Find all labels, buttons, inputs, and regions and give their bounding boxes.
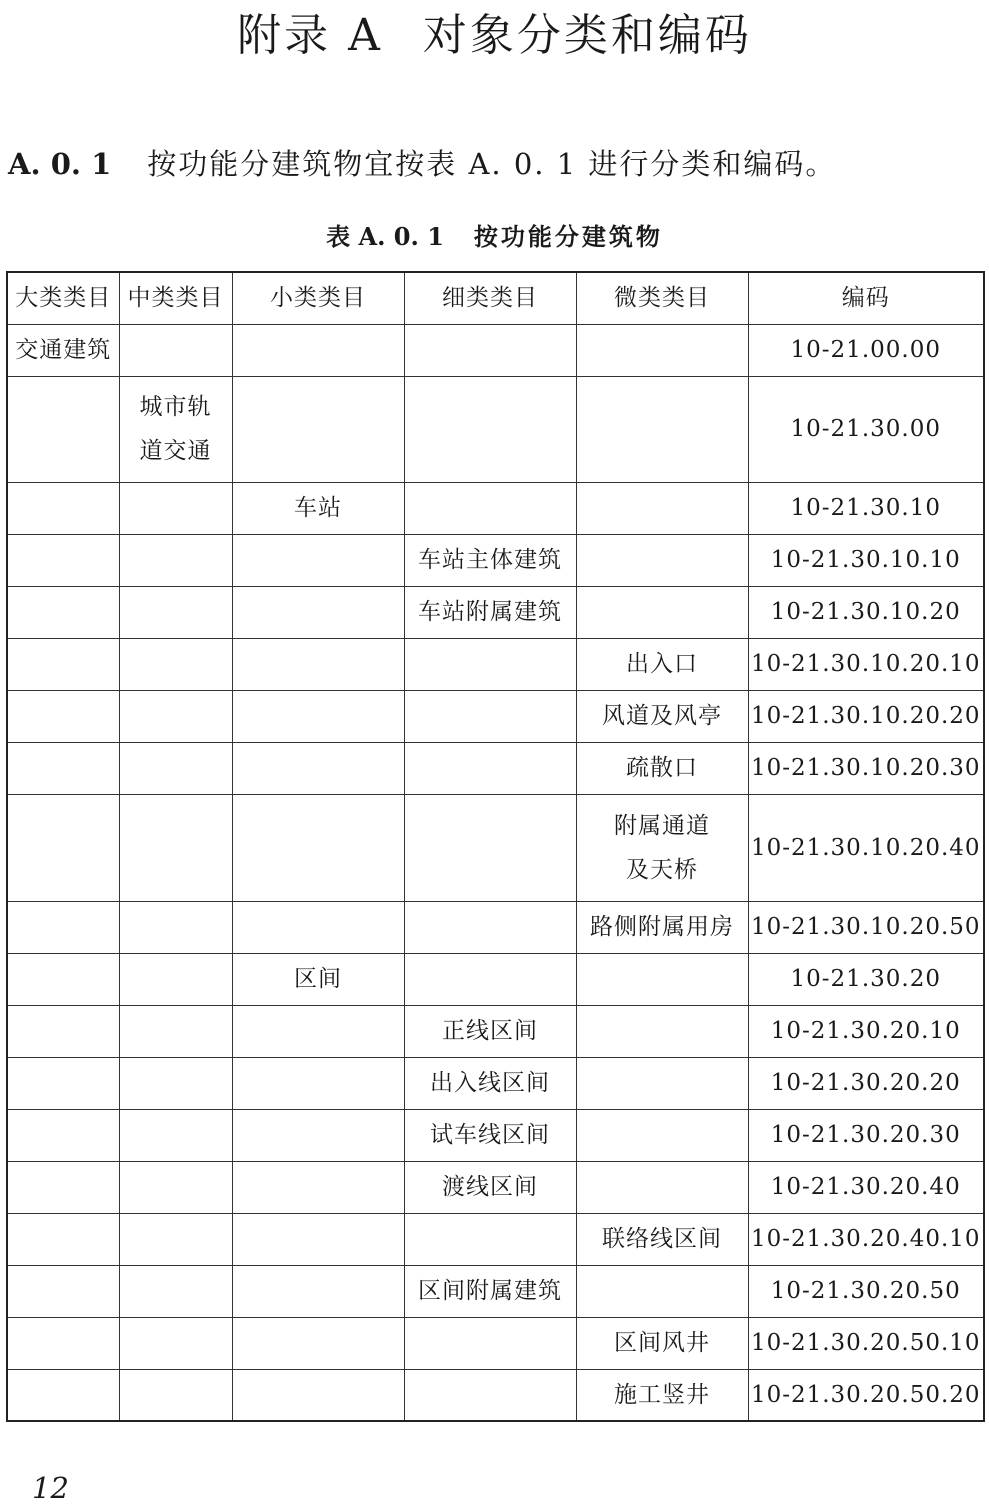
medium-cell: [119, 376, 232, 482]
medium-cell: [119, 1369, 232, 1421]
micro-cell: [576, 586, 748, 638]
detail-cell: [404, 1213, 576, 1265]
minor-cell: [232, 1265, 404, 1317]
medium-cell: [119, 1109, 232, 1161]
micro-cell: 疏散口: [576, 742, 748, 794]
table-row: [7, 1317, 984, 1369]
clause-text: 按功能分建筑物宜按表 A. 0. 1 进行分类和编码。: [147, 147, 837, 181]
micro-cell: [576, 1005, 748, 1057]
micro-cell: [576, 324, 748, 376]
code-cell: 10-21.30.20.40: [748, 1161, 984, 1213]
appendix-heading: 对象分类和编码: [422, 10, 752, 61]
code-cell: 10-21.30.00: [748, 376, 984, 482]
header-code: 编码: [748, 272, 984, 324]
code-cell: 10-21.30.10.20.20: [748, 690, 984, 742]
micro-cell: 路侧附属用房: [576, 901, 748, 953]
minor-cell: [232, 901, 404, 953]
header-medium: 中类类目: [119, 272, 232, 324]
table-row: [7, 1213, 984, 1265]
detail-cell: 出入线区间: [404, 1057, 576, 1109]
classification-table: [6, 271, 985, 1422]
detail-cell: [404, 324, 576, 376]
clause-number: A. 0. 1: [8, 147, 112, 181]
major-cell: [7, 534, 119, 586]
table-row: [7, 1109, 984, 1161]
micro-cell: [576, 1161, 748, 1213]
table-row: [7, 1161, 984, 1213]
medium-cell: [119, 794, 232, 901]
medium-cell: [119, 742, 232, 794]
medium-cell: [119, 901, 232, 953]
micro-cell: [576, 1057, 748, 1109]
medium-cell: [119, 1057, 232, 1109]
medium-cell: [119, 638, 232, 690]
code-cell: 10-21.30.10.20.30: [748, 742, 984, 794]
minor-cell: [232, 1005, 404, 1057]
major-cell: [7, 901, 119, 953]
micro-cell-text: 附属通道及天桥: [614, 812, 710, 883]
major-cell: [7, 1161, 119, 1213]
micro-cell: 区间风井: [576, 1317, 748, 1369]
detail-cell: [404, 794, 576, 901]
medium-cell: [119, 1213, 232, 1265]
detail-cell: 渡线区间: [404, 1161, 576, 1213]
code-cell: 10-21.30.20.50: [748, 1265, 984, 1317]
appendix-title: [0, 6, 989, 66]
table-row: [7, 1369, 984, 1421]
minor-cell: [232, 742, 404, 794]
medium-cell: [119, 324, 232, 376]
code-cell: 10-21.30.10.20: [748, 586, 984, 638]
table-row: [7, 638, 984, 690]
detail-cell: 区间附属建筑: [404, 1265, 576, 1317]
table-row: [7, 1265, 984, 1317]
detail-cell: 正线区间: [404, 1005, 576, 1057]
table-header-row: [7, 272, 984, 324]
table-row: [7, 1005, 984, 1057]
table-row: [7, 1057, 984, 1109]
detail-cell: 车站附属建筑: [404, 586, 576, 638]
header-micro: 微类类目: [576, 272, 748, 324]
table-row: [7, 534, 984, 586]
table-caption-number: 表 A. 0. 1: [326, 222, 444, 251]
micro-cell: [576, 953, 748, 1005]
detail-cell: [404, 376, 576, 482]
micro-cell: [576, 1265, 748, 1317]
code-cell: 10-21.30.20.30: [748, 1109, 984, 1161]
detail-cell: [404, 638, 576, 690]
minor-cell: [232, 794, 404, 901]
micro-cell: 风道及风亭: [576, 690, 748, 742]
code-cell: 10-21.00.00: [748, 324, 984, 376]
detail-cell: [404, 1369, 576, 1421]
major-cell: [7, 638, 119, 690]
major-cell: [7, 482, 119, 534]
code-cell: 10-21.30.10.20.10: [748, 638, 984, 690]
table-row: [7, 586, 984, 638]
clause-paragraph: [8, 142, 836, 186]
major-cell: [7, 1369, 119, 1421]
minor-cell: [232, 690, 404, 742]
micro-cell: [576, 534, 748, 586]
minor-cell: [232, 1057, 404, 1109]
minor-cell: [232, 1161, 404, 1213]
medium-cell-text: 城市轨道交通: [139, 394, 212, 464]
code-cell: 10-21.30.10.10: [748, 534, 984, 586]
major-cell: [7, 1213, 119, 1265]
medium-cell: [119, 482, 232, 534]
page-number: 12: [32, 1471, 69, 1505]
major-cell: [7, 1317, 119, 1369]
major-cell: [7, 586, 119, 638]
micro-cell: [576, 482, 748, 534]
detail-cell: [404, 742, 576, 794]
minor-cell: [232, 534, 404, 586]
table-row: [7, 324, 984, 376]
table-row: [7, 376, 984, 482]
table-row: [7, 742, 984, 794]
medium-cell: [119, 953, 232, 1005]
major-cell: [7, 376, 119, 482]
table-row: [7, 901, 984, 953]
detail-cell: [404, 953, 576, 1005]
medium-cell: [119, 1317, 232, 1369]
code-cell: 10-21.30.20: [748, 953, 984, 1005]
medium-cell: [119, 1161, 232, 1213]
code-cell: 10-21.30.20.10: [748, 1005, 984, 1057]
major-cell: [7, 742, 119, 794]
code-cell: 10-21.30.10: [748, 482, 984, 534]
micro-cell: [576, 376, 748, 482]
code-cell: 10-21.30.20.40.10: [748, 1213, 984, 1265]
micro-cell: 联络线区间: [576, 1213, 748, 1265]
detail-cell: [404, 482, 576, 534]
medium-cell: [119, 1005, 232, 1057]
table-row: [7, 690, 984, 742]
code-cell: 10-21.30.10.20.40: [748, 794, 984, 901]
minor-cell: [232, 1317, 404, 1369]
major-cell: [7, 794, 119, 901]
minor-cell: [232, 1369, 404, 1421]
table-row: [7, 794, 984, 901]
detail-cell: 试车线区间: [404, 1109, 576, 1161]
detail-cell: [404, 901, 576, 953]
minor-cell: [232, 1109, 404, 1161]
micro-cell: 施工竖井: [576, 1369, 748, 1421]
major-cell: [7, 953, 119, 1005]
major-cell: [7, 1265, 119, 1317]
micro-cell: [576, 794, 748, 901]
table-caption-title: 按功能分建筑物: [473, 223, 663, 251]
table-caption: [0, 217, 989, 257]
major-cell: 交通建筑: [7, 324, 119, 376]
code-cell: 10-21.30.20.50.20: [748, 1369, 984, 1421]
micro-cell: 出入口: [576, 638, 748, 690]
table-row: [7, 953, 984, 1005]
medium-cell: [119, 690, 232, 742]
code-cell: 10-21.30.20.50.10: [748, 1317, 984, 1369]
medium-cell: [119, 1265, 232, 1317]
minor-cell: 车站: [232, 482, 404, 534]
header-minor: 小类类目: [232, 272, 404, 324]
appendix-label: 附录 A: [237, 10, 383, 61]
micro-cell: [576, 1109, 748, 1161]
code-cell: 10-21.30.20.20: [748, 1057, 984, 1109]
detail-cell: 车站主体建筑: [404, 534, 576, 586]
minor-cell: [232, 586, 404, 638]
table-row: [7, 482, 984, 534]
major-cell: [7, 1005, 119, 1057]
minor-cell: [232, 376, 404, 482]
minor-cell: 区间: [232, 953, 404, 1005]
code-cell: 10-21.30.10.20.50: [748, 901, 984, 953]
minor-cell: [232, 1213, 404, 1265]
header-major: 大类类目: [7, 272, 119, 324]
header-detail: 细类类目: [404, 272, 576, 324]
detail-cell: [404, 1317, 576, 1369]
medium-cell: [119, 534, 232, 586]
detail-cell: [404, 690, 576, 742]
minor-cell: [232, 638, 404, 690]
major-cell: [7, 1057, 119, 1109]
major-cell: [7, 690, 119, 742]
major-cell: [7, 1109, 119, 1161]
medium-cell: [119, 586, 232, 638]
minor-cell: [232, 324, 404, 376]
